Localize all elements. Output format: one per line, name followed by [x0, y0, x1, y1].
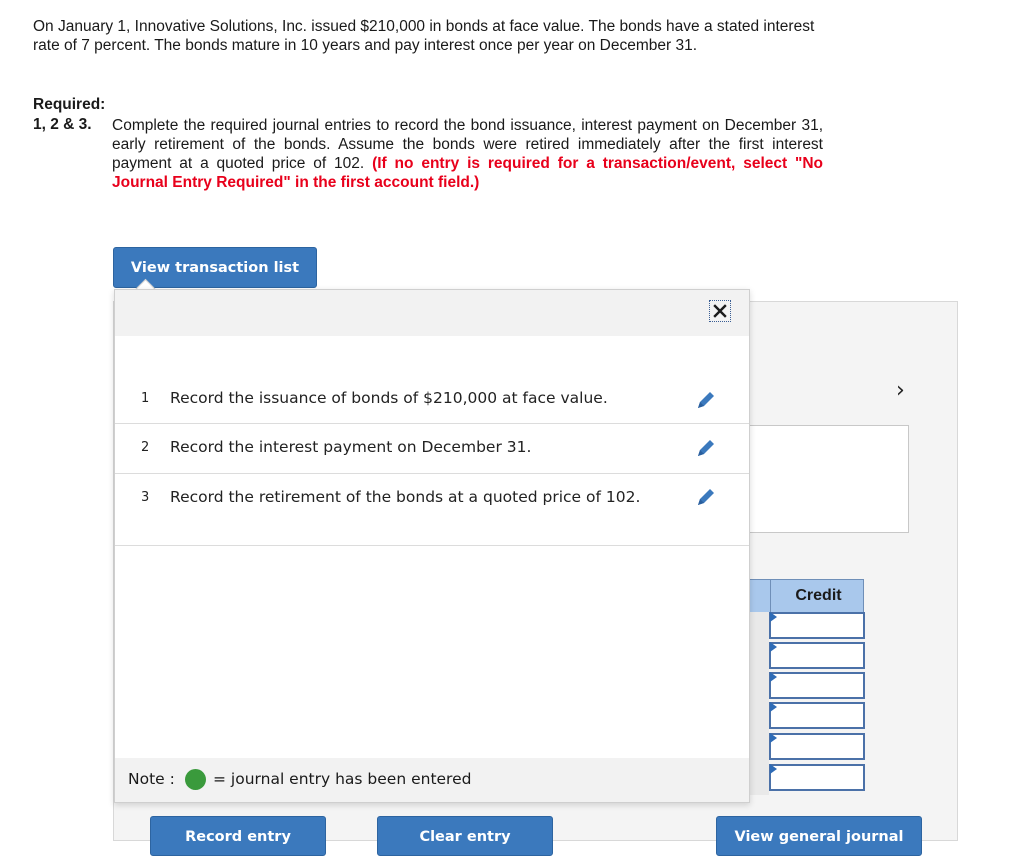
next-chevron-icon[interactable]: › [896, 378, 905, 403]
pencil-icon[interactable] [695, 437, 717, 459]
note-text: = journal entry has been entered [213, 770, 472, 788]
note-label: Note : [128, 770, 175, 788]
credit-column-header [749, 579, 864, 613]
close-icon [713, 304, 727, 318]
cell-marker-icon [770, 733, 777, 743]
popup-header [115, 290, 749, 336]
required-number: 1, 2 & 3. [33, 116, 92, 133]
credit-input-2[interactable] [769, 642, 865, 669]
journal-info-box [749, 425, 909, 533]
credit-header-label: Credit [770, 580, 866, 612]
entry-status-note [115, 758, 749, 802]
view-transaction-list-button[interactable]: View transaction list [113, 247, 317, 288]
credit-input-1[interactable] [769, 612, 865, 639]
clear-entry-button[interactable]: Clear entry [377, 816, 553, 856]
credit-input-6[interactable] [769, 764, 865, 791]
transaction-number: 1 [141, 391, 150, 406]
transaction-number: 3 [141, 490, 150, 505]
view-general-journal-button[interactable]: View general journal [716, 816, 922, 856]
close-button[interactable] [709, 300, 731, 322]
pencil-icon[interactable] [695, 486, 717, 508]
transaction-list-popup [114, 289, 750, 803]
cell-marker-icon [770, 642, 777, 652]
transaction-number: 2 [141, 440, 150, 455]
transaction-row-2[interactable] [115, 424, 749, 474]
required-note: (If no entry is required for a transaction/event, select "No Journal Entry Required" in the first account field.) [112, 155, 824, 191]
transaction-row-1[interactable] [115, 376, 749, 424]
cell-marker-icon [770, 612, 777, 622]
pencil-icon[interactable] [695, 389, 717, 411]
cell-marker-icon [770, 702, 777, 712]
problem-intro: On January 1, Innovative Solutions, Inc. issued $210,000 in bonds at face value. The bonds have a stated interest rate of 7 percent. The bonds mature in 10 years and pay interest once per year on December 31. [33, 18, 815, 54]
transaction-text: Record the issuance of bonds of $210,000 at face value. [170, 389, 608, 407]
green-dot-icon [185, 769, 206, 790]
cell-marker-icon [770, 764, 777, 774]
transaction-text: Record the retirement of the bonds at a quoted price of 102. [170, 488, 641, 506]
transaction-row-3[interactable] [115, 474, 749, 546]
cell-marker-icon [770, 672, 777, 682]
required-instructions [112, 116, 823, 192]
credit-input-5[interactable] [769, 733, 865, 760]
credit-column-gutter [749, 612, 769, 795]
record-entry-button[interactable]: Record entry [150, 816, 326, 856]
required-text: Complete the required journal entries to record the bond issuance, interest payment on December 31, early retirement of the bonds. Assume the bonds were retired immediately after the first interest payment at a quoted price of 102. [112, 117, 823, 172]
required-label: Required: [33, 96, 106, 113]
credit-input-4[interactable] [769, 702, 865, 729]
credit-input-3[interactable] [769, 672, 865, 699]
transaction-text: Record the interest payment on December 31. [170, 438, 532, 456]
